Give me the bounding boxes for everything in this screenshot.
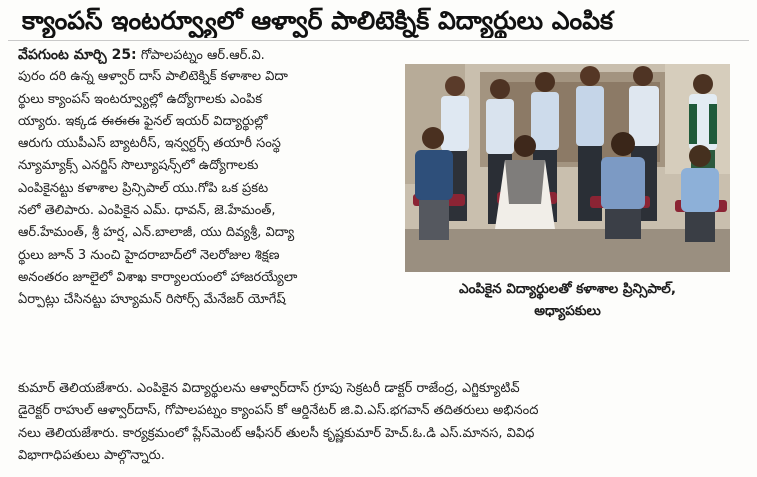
text-line: నలు తెలియజేశారు. కార్యక్రమంలో ప్లేస్‌మెంట్ ఆఫీసర్ తులసీ కృష్ణకుమార్ హెచ్.ఓ.డి ఎస్.మానస, వివిధ [18, 425, 535, 441]
photo-caption [405, 278, 730, 322]
article-left-column [18, 44, 398, 312]
photo-caption-line: ఎంపికైన విద్యార్థులతో కళాశాల ప్రిన్సిపాల్, [458, 281, 677, 297]
headline: క్యాంపస్ ఇంటర్వ్యూలో ఆళ్వార్ పాలిటెక్నిక్ విద్యార్థులు ఎంపిక [22, 6, 614, 35]
text-line [18, 44, 398, 66]
text-line: ఏర్పాట్లు చేసినట్టు హ్యూమన్ రిసోర్స్ మేనేజర్ యోగేష్ [18, 292, 286, 308]
photo-caption-line: అధ్యాపకులు [534, 303, 601, 319]
article-full-width [18, 378, 744, 467]
text-line: నలో తెలిపారు. ఎంపికైన ఎమ్. ధావన్, జె.హేమంత్, [18, 203, 276, 219]
group-photo-illustration [405, 64, 730, 272]
text-line: విభాగాధిపతులు పాల్గొన్నారు. [18, 447, 165, 463]
headline-rule [8, 40, 749, 41]
text-line: య్యారు. ఇక్కడ ఈఈఈ ఫైనల్ ఇయర్ విద్యార్థుల్లో [18, 113, 268, 129]
text-line-content: గోపాలపట్నం ఆర్.ఆర్.వి. [140, 48, 265, 63]
text-line: అనంతరం జూలైలో విశాఖ కార్యాలయంలో హాజరయ్యేలా [18, 269, 298, 285]
text-line: ఎంపికైనట్టు కళాశాల ప్రిన్సిపాల్ యు.గోపి ఒక ప్రకట [18, 180, 269, 196]
text-line: ర్థులు క్యాంపస్ ఇంటర్వ్యూల్లో ఉద్యోగాలకు ఎంపిక [18, 91, 263, 107]
text-line: ర్థులు జూన్ 3 నుంచి హైదరాబాద్‌లో నెలరోజుల శిక్షణ [18, 247, 280, 263]
text-line: డైరెక్టర్ రాహుల్ ఆళ్వార్‌దాస్, గోపాలపట్నం క్యాంపస్ కో ఆర్డినేటర్ జి.వి.ఎస్.భగవాన్ తదితరులు అభినంద [18, 403, 539, 419]
text-line: కుమార్ తెలియజేశారు. ఎంపికైన విద్యార్థులను ఆళ్వార్‌దాస్ గ్రూపు సెక్రటరీ డాక్టర్ రాజేంద్ర, ఎగ్జిక్యూటివ్ [18, 381, 520, 396]
dateline: వేపగుంట మార్చి 25: [18, 47, 137, 63]
group-photo [405, 64, 730, 272]
text-line: ఆరుగు యుపీఎస్ బ్యాటరీస్, ఇన్వర్టర్స్ తయారీ సంస్థ [18, 136, 281, 152]
text-line: పురం దరి ఉన్న ఆళ్వార్ దాస్ పాలిటెక్నిక్ కళాశాల విదా [18, 69, 288, 85]
text-line: ఆర్.హేమంత్, శ్రీ హర్ష, ఎన్.బాలాజీ, యు దివ్యశ్రీ, విద్యా [18, 225, 295, 241]
text-line: న్యూమ్యాక్స్ ఎనర్జిస్ సొల్యూషన్స్‌లో ఉద్యోగాలకు [18, 158, 259, 174]
